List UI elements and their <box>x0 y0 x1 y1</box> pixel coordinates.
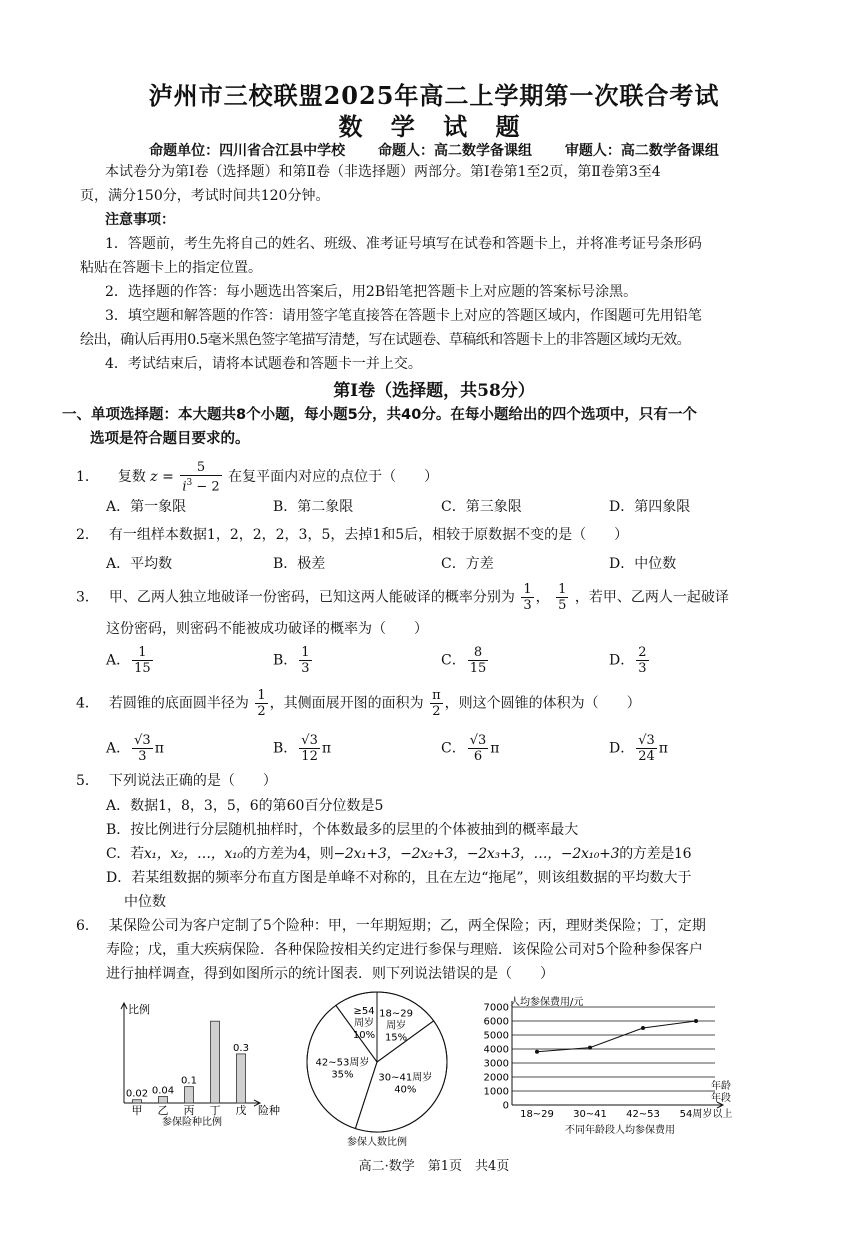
q4-d-label: D． <box>609 740 635 757</box>
q4-b-pi: π <box>321 740 332 757</box>
q6-line-3: 进行抽样调查，得到如图所示的统计图表．则下列说法错误的是（ ） <box>106 966 554 982</box>
q3-option-c <box>441 645 490 676</box>
q3-a-label: A． <box>106 652 131 669</box>
line-ytick-7: 7000 <box>483 1002 509 1014</box>
q5-option-d-2: 中位数 <box>124 894 166 910</box>
q1-den-i: i <box>182 479 187 495</box>
pie-label-3-1: 周岁 <box>354 1018 375 1030</box>
q5-c-mid: 的方差为4，则 <box>242 846 334 862</box>
q5-c-post: 的方差是16 <box>619 846 692 862</box>
q3-option-a <box>106 645 155 676</box>
line-point-3 <box>694 1019 698 1023</box>
part1-heading-a: 一、单项选择题：本大题共8个小题，每小题5分，共40分。在每小题给出的四个选项中，只有一个 <box>62 407 697 423</box>
pie-label-1-0: 30~41周岁 <box>378 1072 433 1084</box>
q3-b-den: 3 <box>301 661 310 676</box>
q3-c-den: 15 <box>469 661 487 676</box>
line-xlabel-a: 年龄 <box>711 1081 731 1092</box>
q4-d-den: 24 <box>638 749 655 764</box>
pie-label-3-2: 10% <box>352 1030 376 1042</box>
line-chart <box>470 995 760 1140</box>
bar-title: 参保险种比例 <box>162 1117 222 1128</box>
q4-c-den: 6 <box>473 749 483 764</box>
q2-option-d: D．中位数 <box>609 556 677 572</box>
q5-c-pre: C．若 <box>106 846 144 862</box>
bar-category-0: 甲 <box>131 1104 143 1117</box>
line-ytick-6: 6000 <box>483 1016 509 1028</box>
q1-var-z: z <box>150 469 158 486</box>
pie-chart <box>295 982 465 1150</box>
q4-pre: 若圆锥的底面圆半径为 <box>108 695 249 712</box>
bar-category-2: 丙 <box>183 1104 195 1117</box>
q4-b-den: 12 <box>301 749 318 764</box>
q3-option-d <box>609 645 651 676</box>
line-title: 不同年龄段人均参保费用 <box>565 1125 675 1136</box>
bar-value-label-1: 0.04 <box>151 1085 175 1097</box>
pie-label-0-0: 18~29 <box>379 1008 413 1020</box>
question-4 <box>76 688 641 719</box>
line-ytick-1: 1000 <box>483 1086 509 1098</box>
exam-title: 泸州市三校联盟2025年高二上学期第一次联合考试 <box>148 81 720 110</box>
q2-option-a: A．平均数 <box>106 556 173 572</box>
q1-frac-num: 5 <box>180 460 221 476</box>
line-ytick-4: 4000 <box>483 1044 509 1056</box>
bar-3 <box>211 1021 220 1103</box>
notice-1a: 1．答题前，考生先将自己的姓名、班级、准考证号填写在试卷和答题卡上，并将准考证号条形码 <box>105 236 702 252</box>
line-ytick-3: 3000 <box>483 1058 509 1070</box>
q4-radius-num: 1 <box>257 688 266 703</box>
q4-area-den: 2 <box>432 704 441 719</box>
q4-option-d <box>609 733 668 764</box>
pie-label-1-1: 40% <box>394 1084 417 1096</box>
q4-radius-den: 2 <box>257 704 266 719</box>
notice-3b: 绘出，确认后再用0.5毫米黑色签字笔描写清楚，写在试题卷、草稿纸和答题卡上的非答题区域均无效。 <box>80 332 691 348</box>
line-xtick-0: 18~29 <box>520 1109 554 1120</box>
q6-line-2: 寿险；戊，重大疾病保险．各种保险按相关约定进行参保与理赔．该保险公司对5个险种参保客户 <box>106 942 703 958</box>
question-2 <box>76 525 628 546</box>
question-6 <box>76 916 706 937</box>
line-ytick-5: 5000 <box>483 1030 509 1042</box>
q3-b-label: B． <box>273 652 298 669</box>
q4-area-num: π <box>432 688 441 703</box>
notice-title: 注意事项： <box>105 212 175 228</box>
q4-a-num: √3 <box>134 733 151 748</box>
q1-den-exp: 3 <box>186 478 193 488</box>
q1-option-b: B．第二象限 <box>273 499 354 515</box>
exam-meta <box>0 140 868 160</box>
q5-c-expr: −2x₁+3，−2x₂+3，−2x₃+3，…，−2x₁₀+3 <box>333 846 620 862</box>
bar-xlabel: 险种 <box>258 1104 280 1117</box>
q4-option-a <box>106 733 164 764</box>
q4-a-pi: π <box>154 740 164 757</box>
q3-line-2: 这份密码，则密码不能被成功破译的概率为（ ） <box>106 621 428 637</box>
q4-option-c <box>441 733 499 764</box>
notice-2: 2．选择题的作答：每小题选出答案后，用2B铅笔把答题卡上对应题的答案标号涂黑。 <box>105 284 638 300</box>
q5-option-d-1: D．若某组数据的频率分布直方图是单峰不对称的，且在左边“拖尾”，则该组数据的平均数大于 <box>106 870 692 886</box>
q3-d-num: 2 <box>638 645 647 660</box>
q4-d-num: √3 <box>638 733 655 748</box>
question-5 <box>76 771 277 792</box>
pie-label-0-2: 15% <box>384 1032 408 1044</box>
bar-2 <box>185 1087 194 1103</box>
line-point-1 <box>588 1046 592 1050</box>
q3-c-num: 8 <box>468 645 489 661</box>
q3-frac-2 <box>556 582 568 613</box>
pie-label-2-0: 42~53周岁 <box>315 1057 370 1069</box>
line-xlabel-b: 年段 <box>711 1093 731 1104</box>
q4-number: 4． <box>76 695 99 712</box>
page-footer: 高二·数学 第1页 共4页 <box>358 1159 510 1174</box>
line-ytick-0: 0 <box>502 1100 509 1112</box>
q2-stem: 有一组样本数据1，2，2，2，3，5，去掉1和5后，相较于原数据不变的是（ ） <box>108 527 629 543</box>
question-3 <box>76 582 729 613</box>
q5-c-vars: x₁，x₂，…，x₁₀ <box>143 846 243 862</box>
q5-stem: 下列说法正确的是（ ） <box>108 773 277 789</box>
intro-line-1: 本试卷分为第Ⅰ卷（选择题）和第Ⅱ卷（非选择题）两部分。第Ⅰ卷第1至2页，第Ⅱ卷第3至4 <box>105 164 661 180</box>
q3-post: ，若甲、乙两人一起破译 <box>574 589 729 606</box>
q4-d-pi: π <box>658 740 668 757</box>
pie-label-2-1: 35% <box>331 1069 354 1081</box>
q2-option-b: B．极差 <box>273 556 326 572</box>
q1-post: 在复平面内对应的点位于（ ） <box>228 469 439 486</box>
q1-eq: = <box>157 469 179 486</box>
q3-number: 3． <box>76 589 99 606</box>
q3-pre: 甲、乙两人独立地破译一份密码，已知这两人能破译的概率分别为 <box>108 589 515 606</box>
pie-label-3-0: ≥54 <box>353 1006 375 1018</box>
q4-mid: ，其侧面展开图的面积为 <box>269 695 424 712</box>
bar-0 <box>133 1100 142 1103</box>
q6-line-1: 某保险公司为客户定制了5个险种：甲，一年期短期；乙，两全保险；丙，理财类保险；丁，定期 <box>108 918 706 934</box>
line-point-2 <box>641 1026 645 1030</box>
question-1 <box>76 460 438 494</box>
q1-option-d: D．第四象限 <box>609 499 691 515</box>
q3-frac-2-den: 5 <box>558 598 567 613</box>
q4-a-label: A． <box>106 740 131 757</box>
section-title: 第Ⅰ卷（选择题，共58分） <box>333 381 535 401</box>
bar-value-label-4: 0.3 <box>233 1042 249 1054</box>
q5-option-a: A．数据1，8，3，5，6的第60百分位数是5 <box>106 798 384 814</box>
reviewer-text: 审题人：高二数学备课组 <box>564 143 719 159</box>
bar-4 <box>237 1054 246 1103</box>
q4-a-den: 3 <box>138 749 147 764</box>
part1-heading-b: 选项是符合题目要求的。 <box>90 431 250 447</box>
q5-number: 5． <box>76 773 99 789</box>
pie-label-0-1: 周岁 <box>386 1020 407 1032</box>
q3-c-label: C． <box>441 652 466 669</box>
q4-b-num: √3 <box>301 733 318 748</box>
q3-frac-1-den: 3 <box>523 598 532 613</box>
unit-text: 命题单位：四川省合江县中学校 <box>149 143 346 159</box>
notice-3a: 3．填空题和解答题的作答：请用签字笔直接答在答题卡上对应的答题区域内，作图题可先用铅笔 <box>105 308 702 324</box>
exam-subtitle: 数 学 试 题 <box>338 112 530 141</box>
pie-title: 参保人数比例 <box>347 1137 407 1148</box>
bar-ylabel: 比例 <box>128 1003 150 1016</box>
intro-line-2: 页，满分150分，考试时间共120分钟。 <box>80 188 330 204</box>
q3-sep: ， <box>535 589 550 606</box>
q5-option-c <box>106 844 691 865</box>
line-xtick-2: 42~53 <box>626 1109 660 1120</box>
notice-4: 4．考试结束后，请将本试题卷和答题卡一并上交。 <box>105 356 422 372</box>
q1-fraction <box>180 460 221 494</box>
q1-pre: 复数 <box>117 469 146 486</box>
q3-frac-2-num: 1 <box>558 582 567 597</box>
q4-area <box>430 688 443 719</box>
bar-category-3: 丁 <box>209 1104 221 1117</box>
q1-den-rest: − 2 <box>192 479 220 495</box>
line-xtick-1: 30~41 <box>573 1109 607 1120</box>
q3-b-num: 1 <box>301 645 310 660</box>
q3-frac-1 <box>521 582 533 613</box>
q3-a-num: 1 <box>132 645 153 661</box>
line-ytick-2: 2000 <box>483 1072 509 1084</box>
q3-d-label: D． <box>609 652 635 669</box>
line-ylabel: 人均参保费用/元 <box>510 997 584 1008</box>
bar-1 <box>159 1096 168 1103</box>
q5-option-b: B．按比例进行分层随机抽样时，个体数最多的层里的个体被抽到的概率最大 <box>106 822 579 838</box>
q2-number: 2． <box>76 527 99 543</box>
q4-option-b <box>273 733 331 764</box>
q4-c-label: C． <box>441 740 466 757</box>
q4-c-num: √3 <box>469 733 487 748</box>
q6-number: 6． <box>76 918 99 934</box>
bar-value-label-2: 0.1 <box>181 1075 197 1087</box>
q4-radius <box>255 688 267 719</box>
q2-option-c: C．方差 <box>441 556 494 572</box>
q1-option-c: C．第三象限 <box>441 499 522 515</box>
bar-category-4: 戊 <box>235 1104 247 1117</box>
q3-frac-1-num: 1 <box>523 582 532 597</box>
q4-post: ，则这个圆锥的体积为（ ） <box>444 695 641 712</box>
q3-a-den: 15 <box>134 661 151 676</box>
line-series <box>537 1021 696 1052</box>
q1-number: 1． <box>76 469 99 486</box>
line-point-0 <box>535 1050 539 1054</box>
line-xtick-3: 54周岁以上 <box>679 1109 733 1120</box>
q4-c-pi: π <box>490 740 500 757</box>
q1-option-a: A．第一象限 <box>106 499 187 515</box>
bar-category-1: 乙 <box>157 1104 169 1117</box>
bar-value-label-0: 0.02 <box>125 1088 149 1100</box>
q3-option-b <box>273 645 314 676</box>
q3-d-den: 3 <box>638 661 647 676</box>
author-text: 命题人：高二数学备课组 <box>378 143 532 159</box>
q4-b-label: B． <box>273 740 298 757</box>
bar-chart <box>112 995 282 1135</box>
notice-1b: 粘贴在答题卡上的指定位置。 <box>80 260 262 276</box>
